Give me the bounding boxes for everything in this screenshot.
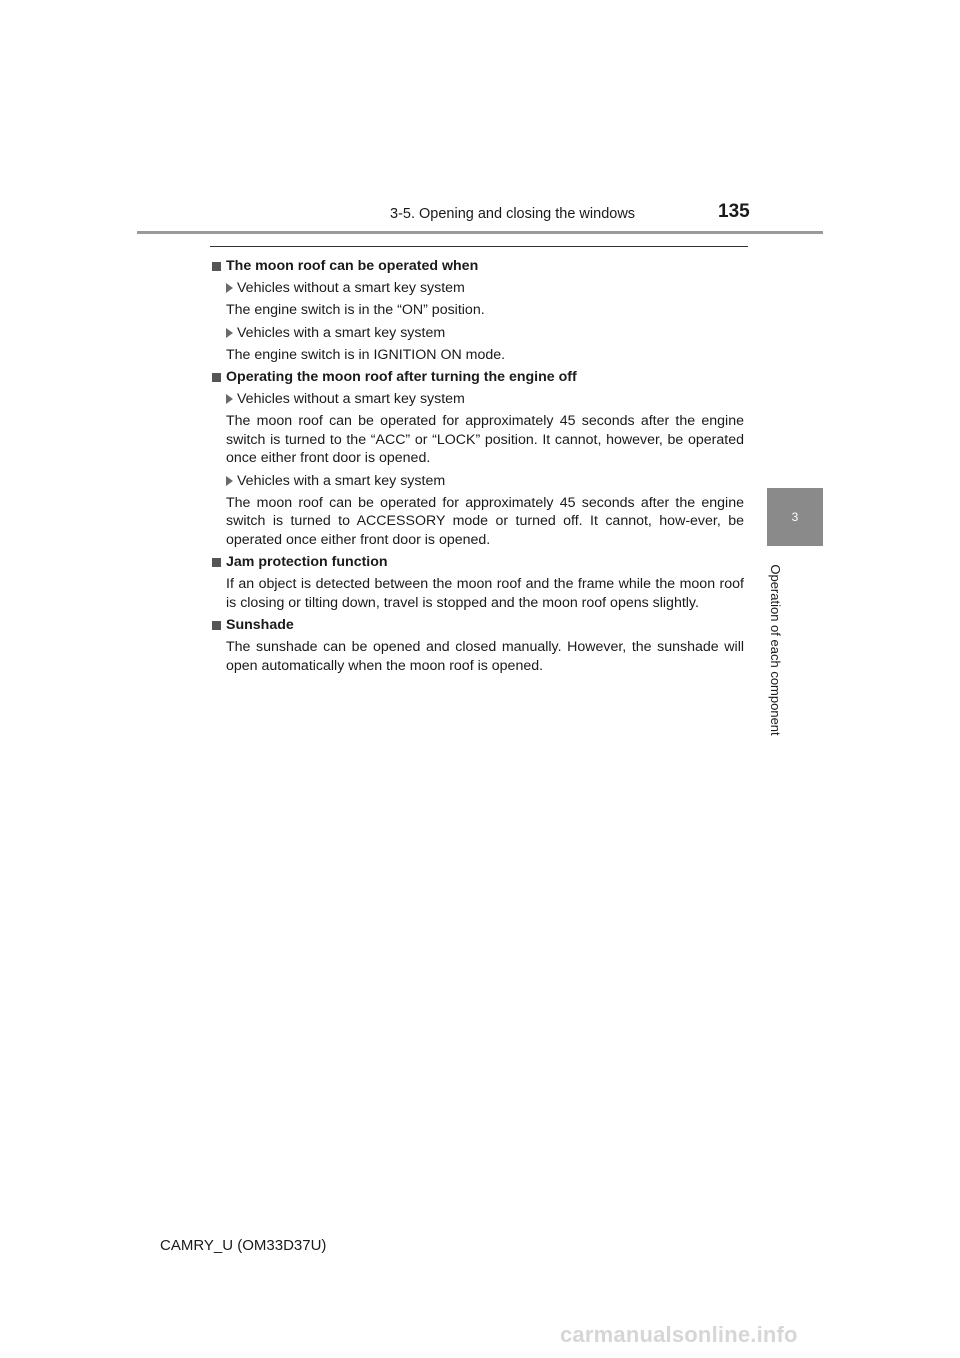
section-heading bbox=[212, 616, 744, 635]
section-heading-text: Sunshade bbox=[226, 617, 294, 633]
running-header-section: 3-5. Opening and closing the windows bbox=[390, 206, 636, 222]
square-bullet-icon bbox=[212, 558, 221, 567]
condition-label: Vehicles without a smart key system bbox=[237, 391, 465, 407]
condition-item bbox=[226, 390, 744, 409]
section-heading bbox=[212, 257, 744, 276]
condition-label: Vehicles with a smart key system bbox=[237, 472, 446, 489]
triangle-arrow-icon bbox=[226, 328, 233, 338]
section-heading-text: Operating the moon roof after turning the engine off bbox=[226, 369, 577, 385]
section-heading bbox=[212, 553, 744, 572]
page-body bbox=[212, 257, 744, 679]
condition-item bbox=[226, 279, 744, 298]
header-rule bbox=[137, 231, 823, 234]
chapter-tab: 3 bbox=[767, 488, 823, 546]
condition-item bbox=[226, 472, 744, 491]
footer-model-code: CAMRY_U (OM33D37U) bbox=[160, 1237, 327, 1254]
square-bullet-icon bbox=[212, 621, 221, 630]
condition-label: Vehicles without a smart key system bbox=[237, 280, 465, 296]
condition-label: Vehicles with a smart key system bbox=[237, 324, 446, 341]
section-heading bbox=[212, 368, 744, 387]
section-heading-text: The moon roof can be operated when bbox=[226, 258, 479, 274]
triangle-arrow-icon bbox=[226, 394, 233, 404]
chapter-title-vertical: Operation of each component bbox=[768, 564, 783, 736]
condition-item bbox=[226, 324, 744, 343]
paragraph: The engine switch is in IGNITION ON mode. bbox=[226, 346, 506, 363]
content-rule bbox=[210, 246, 748, 247]
square-bullet-icon bbox=[212, 373, 221, 382]
paragraph: If an object is detected between the moon roof and the frame while the moon roof is closing or tilting down, travel is stopped and the moon roof opens slightly. bbox=[226, 576, 744, 611]
paragraph: The engine switch is in the “ON” position. bbox=[226, 302, 485, 318]
watermark: carmanualsonline.info bbox=[560, 1322, 798, 1347]
triangle-arrow-icon bbox=[226, 476, 233, 486]
section-heading-text: Jam protection function bbox=[226, 554, 388, 570]
paragraph: The moon roof can be operated for approximately 45 seconds after the engine switch is turned to ACCESSORY mode or turned off. It cannot, how-ever, be operated once either front door is opened. bbox=[226, 494, 744, 548]
paragraph: The sunshade can be opened and closed manually. However, the sunshade will open automatically when the moon roof is opened. bbox=[226, 639, 744, 674]
paragraph: The moon roof can be operated for approximately 45 seconds after the engine switch is turned to the “ACC” or “LOCK” position. It cannot, however, be operated once either front door is opened. bbox=[226, 413, 744, 466]
page-number: 135 bbox=[718, 201, 750, 222]
square-bullet-icon bbox=[212, 262, 221, 271]
triangle-arrow-icon bbox=[226, 283, 233, 293]
